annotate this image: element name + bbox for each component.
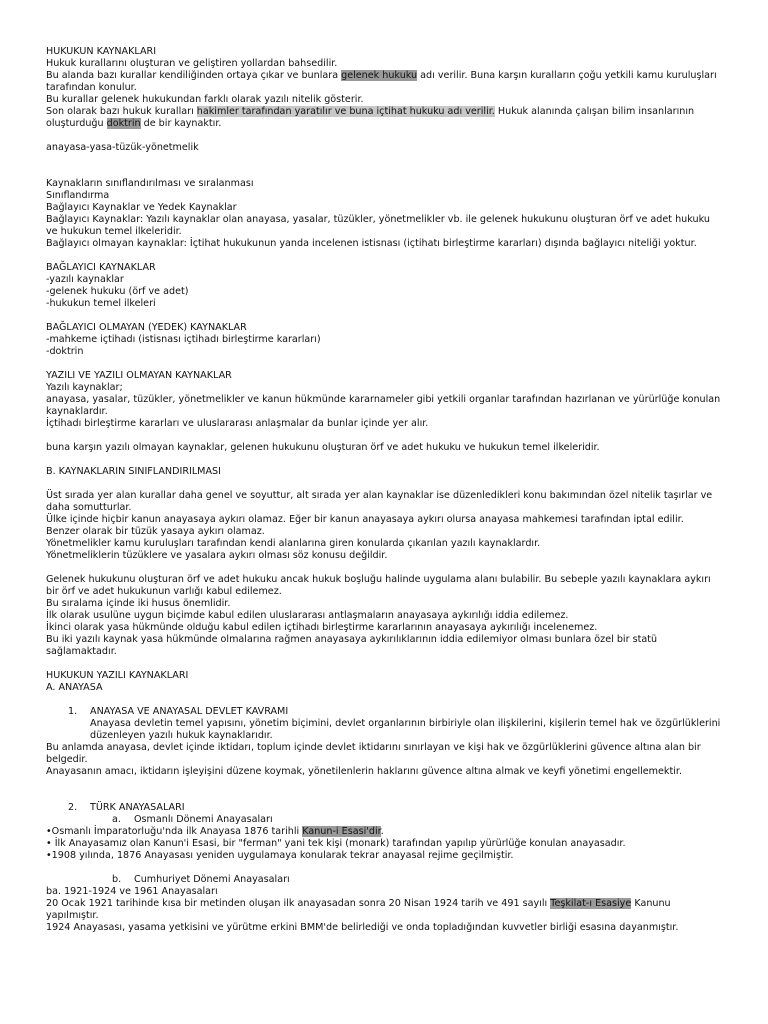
text-line: Bu iki yazılı kaynak yasa hükmünde olmalarına rağmen anayasaya aykırılıklarının iddia edilemiyor olması bunlara özel bir statü sağlamaktadır. [46,634,658,657]
text-line: 1924 Anayasası, yasama yetkisini ve yürütme erkini BMM'de belirlediği ve onda topladığından kuvvetler birliği esasına dayanmıştır. [46,922,679,933]
text-line: İlk olarak usulüne uygun biçimde kabul edilen uluslararası antlaşmaların anayasaya aykırılığı iddia edilemez. [46,610,569,621]
document-page [46,46,721,934]
highlight: doktrin [106,118,141,129]
subsection-heading: A. ANAYASA [46,682,103,693]
text-line: Benzer olarak bir tüzük yasaya aykırı olamaz. [46,526,265,537]
text-line: Anayasanın amacı, iktidarın işleyişini düzene koymak, yönetilenlerin haklarını güvence altına almak ve keyfi yönetimi engellemektir. [46,766,683,777]
doc-title: HUKUKUN KAYNAKLARI [46,46,157,57]
bullet-item: •Osmanlı İmparatorluğu'nda ilk Anayasa 1876 tarihli Kanun-i Esasi'dir. [46,826,384,837]
list-item: -mahkeme içtihadı (istisnası içtihadı birleştirme kararları) [46,334,321,345]
text-line: Sınıflandırma [46,190,110,201]
numbered-heading: 2. TÜRK ANAYASALARI [68,802,185,813]
section-heading: BAĞLAYICI OLMAYAN (YEDEK) KAYNAKLAR [46,322,247,333]
text-line: İkinci olarak yasa hükmünde olduğu kabul edilen içtihadı birleştirme kararlarının anayasaya aykırılığı incelenemez. [46,622,598,633]
paragraph: anayasa-yasa-tüzük-yönetmelik [46,142,199,153]
text-line: Yönetmelikler kamu kuruluşları tarafından kendi alanlarına giren konularda çıkarılan yazılı kaynaklardır. [46,538,541,549]
paragraph: Bu alanda bazı kurallar kendiliğinden ortaya çıkar ve bunlara gelenek hukuku adı verilir. Buna karşın kuralların çoğu yetkili kamu kuruluşları tarafından konulur. [46,70,717,93]
text-line: Ülke içinde hiçbir kanun anayasaya aykırı olamaz. Eğer bir kanun anayasaya aykırı olursa anayasa mahkemesi tarafından iptal edilir. [46,514,684,525]
sub-heading: b. Cumhuriyet Dönemi Anayasaları [112,874,290,885]
highlight: Kanun-i Esasi'dir [302,826,381,837]
text-line: Anayasa devletin temel yapısını, yönetim biçimini, devlet organlarının birbiriyle olan ilişkilerini, kişilerin temel hak ve özgürlüklerini düzenleyen yazılı hukuk kaynaklarıdır. [90,718,721,741]
text-line: Bu anlamda anayasa, devlet içinde iktidarı, toplum içinde devlet iktidarını sınırlayan ve kişi hak ve özgürlüklerini güvence altına alan bir belgedir. [46,742,701,765]
sub-heading: a. Osmanlı Dönemi Anayasaları [112,814,273,825]
section-heading: YAZILI VE YAZILI OLMAYAN KAYNAKLAR [46,370,232,381]
text-line: Bağlayıcı Kaynaklar: Yazılı kaynaklar olan anayasa, yasalar, tüzükler, yönetmelikler vb. ile gelenek hukukunu oluşturan örf ve adet hukuku ve hukukun temel ilkeleridir. [46,214,710,237]
list-item: -gelenek hukuku (örf ve adet) [46,286,189,297]
text-line: İçtihadı birleştirme kararları ve uluslararası anlaşmalar da bunlar içinde yer alır. [46,418,429,429]
section-heading: B. KAYNAKLARIN SINIFLANDIRILMASI [46,466,221,477]
highlight: Teşkilat-ı Esasiye [550,898,632,909]
section-heading: Kaynakların sınıflandırılması ve sıralanması [46,178,254,189]
paragraph: Bu kurallar gelenek hukukundan farklı olarak yazılı nitelik gösterir. [46,94,364,105]
list-item: -yazılı kaynaklar [46,274,124,285]
text-line: 20 Ocak 1921 tarihinde kısa bir metinden oluşan ilk anayasadan sonra 20 Nisan 1924 tarih ve 491 sayılı Teşkilat-ı Esasiye Kanunu yapılmıştır. [46,898,671,921]
text-line: Üst sırada yer alan kurallar daha genel ve soyuttur, alt sırada yer alan kaynaklar ise düzenledikleri konu bakımından özel nitelik taşırlar ve daha somutturlar. [46,490,713,513]
text-line: Gelenek hukukunu oluşturan örf ve adet hukuku ancak hukuk boşluğu halinde uygulama alanı bulabilir. Bu sebeple yazılı kaynaklara aykırı bir örf ve adet hukukunun varlığı kabul edilemez. [46,574,711,597]
numbered-heading: 1. ANAYASA VE ANAYASAL DEVLET KAVRAMI [68,706,289,717]
text-line: anayasa, yasalar, tüzükler, yönetmelikler ve kanun hükmünde kararnameler gibi yetkili organlar tarafından hazırlanan ve yürürlüğe konulan kaynaklardır. [46,394,721,417]
text-line: Bu sıralama içinde iki husus önemlidir. [46,598,231,609]
paragraph: Son olarak bazı hukuk kuralları hakimler tarafından yaratılır ve buna içtihat hukuku adı verilir. Hukuk alanında çalışan bilim insanlarının oluşturduğu doktrin de bir kaynaktır. [46,106,695,129]
list-item: -doktrin [46,346,84,357]
text-line: Bağlayıcı olmayan kaynaklar: İçtihat hukukunun yanda incelenen istisnası (içtihatı birleştirme kararları) dışında bağlayıcı niteliği yoktur. [46,238,697,249]
bullet-item: •1908 yılında, 1876 Anayasası yeniden uygulamaya konularak tekrar anayasal rejime geçilmiştir. [46,850,514,861]
text-line: buna karşın yazılı olmayan kaynaklar, gelenen hukukunu oluşturan örf ve adet hukuku ve hukukun temel ilkeleridir. [46,442,600,453]
section-heading: HUKUKUN YAZILI KAYNAKLARI [46,670,189,681]
text-line: Yönetmeliklerin tüzüklere ve yasalara aykırı olması söz konusu değildir. [46,550,388,561]
text-line: Yazılı kaynaklar; [46,382,123,393]
text-line: Bağlayıcı Kaynaklar ve Yedek Kaynaklar [46,202,237,213]
highlight: gelenek hukuku [341,70,418,81]
text-line: ba. 1921-1924 ve 1961 Anayasaları [46,886,218,897]
paragraph: Hukuk kurallarını oluşturan ve geliştiren yollardan bahsedilir. [46,58,338,69]
list-item: -hukukun temel ilkeleri [46,298,156,309]
section-heading: BAĞLAYICI KAYNAKLAR [46,262,156,273]
bullet-item: • İlk Anayasamız olan Kanun'i Esasi, bir "ferman" yani tek kişi (monark) tarafından yapılıp yürürlüğe konulan anayasadır. [46,838,626,849]
highlight: hakimler tarafından yaratılır ve buna içtihat hukuku adı verilir. [196,106,495,117]
